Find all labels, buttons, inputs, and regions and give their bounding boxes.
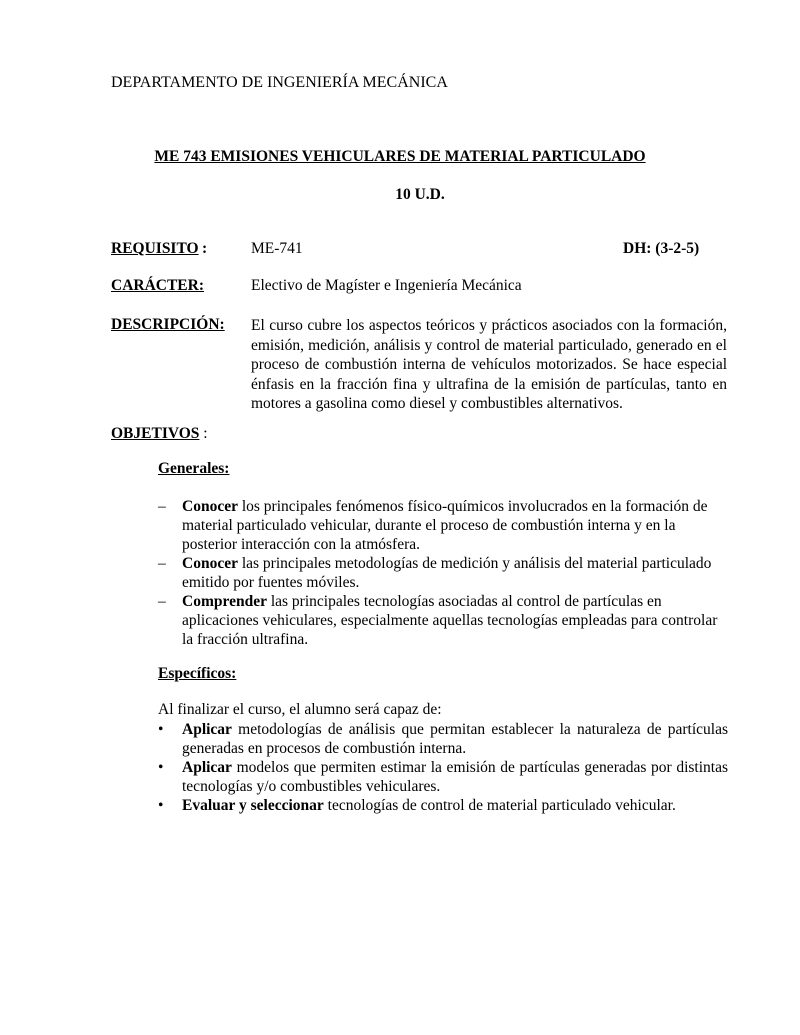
bullet-marker: •: [158, 759, 164, 776]
item-text: las principales metodologías de medición y análisis del material particulado emitido por fuentes móviles.: [182, 555, 712, 591]
requisito-colon: :: [202, 240, 208, 257]
item-text: modelos que permiten estimar la emisión de partículas generadas por distintas tecnologías y/o combustibles vehiculares.: [182, 759, 728, 795]
dash-marker: –: [158, 498, 166, 515]
list-item: [158, 796, 728, 815]
list-item: [158, 554, 728, 592]
objetivos-heading: [111, 425, 208, 443]
item-text: tecnologías de control de material particulado vehicular.: [323, 797, 676, 814]
descripcion-label: DESCRIPCIÓN:: [111, 316, 225, 333]
objetivos-suffix: :: [199, 425, 208, 442]
caracter-label: CARÁCTER:: [111, 277, 204, 294]
bullet-marker: •: [158, 797, 164, 814]
objetivos-label: OBJETIVOS: [111, 425, 200, 442]
especificos-intro: Al finalizar el curso, el alumno será capaz de:: [158, 701, 442, 718]
item-verb: Aplicar: [182, 759, 232, 776]
course-units: 10 U.D.: [395, 186, 445, 203]
requisito-label-text: REQUISITO: [111, 240, 199, 257]
list-item: [158, 497, 728, 554]
item-text: los principales fenómenos físico-químicos involucrados en la formación de material particulado vehicular, durante el proceso de combustión interna y en la posterior interacción con la atmósfera.: [182, 498, 708, 553]
especificos-list: [158, 720, 728, 815]
requisito-label: [111, 240, 199, 258]
list-item: [158, 758, 728, 796]
descripcion-text: El curso cubre los aspectos teóricos y prácticos asociados con la formación, emisión, medición, análisis y control de material particulado, generado en el proceso de combustión interna de vehículos motorizados. Se hace especial énfasis en la fracción fina y ultrafina de la emisión de partículas, tanto en motores a gasolina como diesel y combustibles alternativos.: [251, 317, 727, 412]
dash-marker: –: [158, 555, 166, 572]
item-verb: Evaluar y seleccionar: [182, 797, 324, 814]
list-item: [158, 592, 728, 649]
generales-list: [158, 497, 728, 649]
item-verb: Conocer: [182, 498, 238, 515]
item-text: las principales tecnologías asociadas al control de partículas en aplicaciones vehiculares, especialmente aquellas tecnologías empleadas para controlar la fracción ultrafina.: [182, 593, 718, 648]
dash-marker: –: [158, 593, 166, 610]
caracter-value: Electivo de Magíster e Ingeniería Mecánica: [251, 277, 522, 294]
department-heading: DEPARTAMENTO DE INGENIERÍA MECÁNICA: [111, 74, 448, 91]
bullet-marker: •: [158, 721, 164, 738]
course-title: ME 743 EMISIONES VEHICULARES DE MATERIAL PARTICULADO: [154, 148, 646, 165]
list-item: [158, 720, 728, 758]
especificos-title: Específicos:: [158, 665, 237, 682]
item-verb: Conocer: [182, 555, 238, 572]
generales-title: Generales:: [158, 460, 230, 477]
dh-value: DH: (3-2-5): [623, 240, 700, 257]
item-verb: Comprender: [182, 593, 267, 610]
item-text: metodologías de análisis que permitan establecer la naturaleza de partículas generadas en procesos de combustión interna.: [182, 721, 728, 757]
requisito-value: ME-741: [251, 240, 303, 257]
item-verb: Aplicar: [182, 721, 232, 738]
